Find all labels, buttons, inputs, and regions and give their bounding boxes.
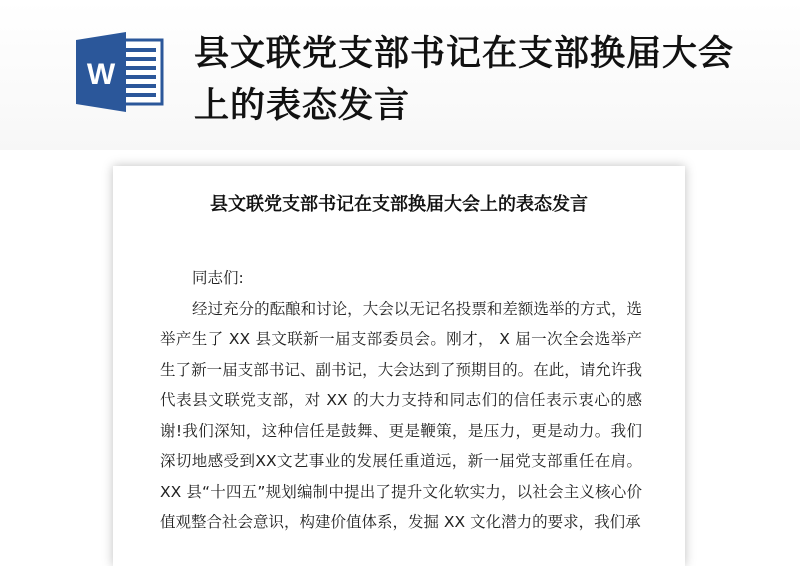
word-document-icon xyxy=(76,32,164,112)
header-title: 县文联党支部书记在支部换届大会上的表态发言 xyxy=(194,34,735,126)
document-body xyxy=(160,263,642,538)
paragraph: 经过充分的酝酿和讨论，大会以无记名投票和差额选举的方式，选举产生了 XX 县文联新一届支部委员会。刚才， X 届一次全会选举产生了新一届支部书记、副书记，大会达到了预期目的。在此，请允许我代表县文联党支部，对 XX 的大力支持和同志们的信任表示衷心的感谢!我们深知，这种信任是鼓舞、更是鞭策，是压力，更是动力。我们深切地感受到XX文艺事业的发展任重道远，新一届党支部重任在肩。XX 县“十四五”规划编制中提出了提升文化软实力，以社会主义核心价值观整合社会意识，构建价值体系，发掘 XX 文化潜力的要求，我们承 xyxy=(160,299,642,531)
document-page xyxy=(113,166,685,566)
salutation: 同志们: xyxy=(192,269,244,287)
svg-text:W: W xyxy=(86,58,116,91)
document-title: 县文联党支部书记在支部换届大会上的表态发言 xyxy=(210,194,588,215)
